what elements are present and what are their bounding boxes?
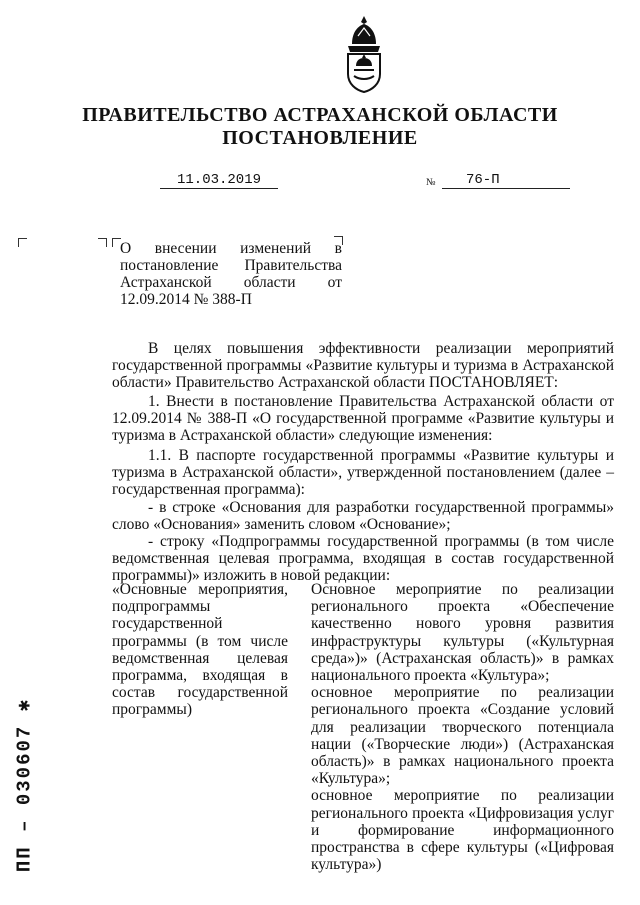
dash-2-paragraph: - строку «Подпрограммы государственной программы (в том числе ведомственная целевая программа, входящая в состав государственной программы)» изложить в новой редакции: — [112, 533, 614, 585]
item-1-paragraph: 1. Внести в постановление Правительства Астраханской области от 12.09.2014 № 388-П «О государственной программе «Развитие культуры и туризма в Астраханской области» следующие изменения: — [112, 393, 614, 445]
coat-of-arms-emblem — [340, 14, 388, 94]
government-title: ПРАВИТЕЛЬСТВО АСТРАХАНСКОЙ ОБЛАСТИ — [82, 104, 558, 126]
table-right-cell — [311, 581, 614, 873]
document-number: 76-П — [442, 172, 570, 189]
document-subject: О внесении изменений в постановление Правительства Астраханской области от 12.09.2014 № 388-П — [120, 240, 342, 308]
form-serial-number: ПП – 030607 ✱ — [13, 697, 36, 873]
intro-paragraph: В целях повышения эффективности реализации мероприятий государственной программы «Развитие культуры и туризма в Астраханской области» Правительство Астраханской области ПОСТАНОВЛЯЕТ: — [112, 340, 614, 392]
item-1-1-paragraph: 1.1. В паспорте государственной программы «Развитие культуры и туризма в Астраханской области», утвержденной постановлением (далее – государственная программа): — [112, 447, 614, 499]
number-label: № — [426, 177, 436, 188]
table-left-cell: «Основные мероприятия, подпрограммы государственной программы (в том числе ведомственная целевая программа, входящая в состав государственной программы) — [112, 581, 288, 719]
corner-mark-subject-left-a — [98, 238, 107, 247]
table-right-item: Основное мероприятие по реализации регионального проекта «Обеспечение качественно нового уровня развития инфраструктуры культуры («Культурная среда»)» (Астраханская область)» в рамках национального проекта «Культура»; — [311, 581, 614, 685]
table-right-item: основное мероприятие по реализации регионального проекта «Создание условий для реализации творческого потенциала нации («Творческие люди») (Астраханская область)» в рамках национального проекта «Культура»; — [311, 684, 614, 788]
table-right-item: основное мероприятие по реализации регионального проекта «Цифровизация услуг и формирование информационного пространства в сфере культуры («Цифровая культура») — [311, 787, 614, 874]
dash-1-paragraph: - в строке «Основания для разработки государственной программы» слово «Основания» заменить словом «Основание»; — [112, 499, 614, 534]
document-date: 11.03.2019 — [160, 172, 278, 189]
document-type-title: ПОСТАНОВЛЕНИЕ — [222, 127, 418, 149]
corner-mark-left — [18, 238, 27, 247]
